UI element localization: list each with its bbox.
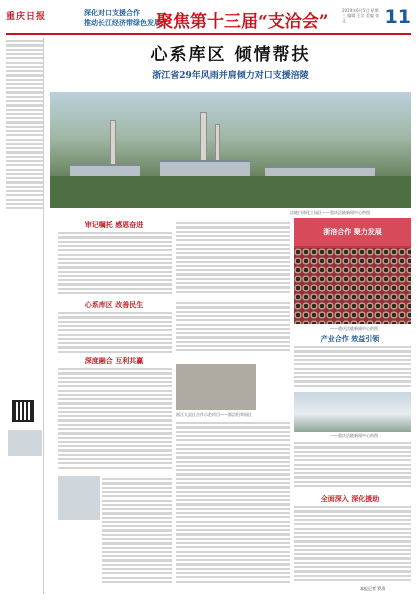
body-text-5 — [58, 366, 172, 474]
body-text-9 — [294, 440, 411, 490]
byline: 本报记者 罗清 — [360, 586, 386, 591]
body-text-3 — [58, 310, 172, 354]
section-heading-4: 产业合作 效益引领 — [320, 334, 380, 343]
section-heading-1: 审记嘱托 感恩奋进 — [84, 220, 144, 229]
body-text-10 — [294, 504, 411, 584]
industrial-park-photo — [50, 92, 411, 208]
header-rule — [6, 33, 411, 35]
issue-meta: 2019年6月5日 星期三 编辑 王宗 美编 张文 — [342, 8, 380, 23]
forum-banner-text: 浙涪合作 聚力发展 — [323, 228, 382, 236]
crowd-photo-caption: ——重庆涪陵新闻中心供图 — [330, 326, 378, 331]
masthead — [6, 6, 411, 32]
visit-group-photo — [58, 476, 100, 520]
kicker-line-1: 深化对口支援合作 — [84, 9, 140, 17]
qr-code-icon — [12, 400, 34, 422]
body-text-8 — [294, 344, 411, 390]
main-headline-block — [50, 40, 411, 81]
main-subtitle: 浙江省29年风雨并肩倾力对口支援涪陵 — [152, 71, 309, 81]
section-heading-5: 全面深入 深化援助 — [320, 494, 380, 503]
newspaper-logo: 重庆日报 — [6, 12, 47, 22]
page-number: 11 — [384, 6, 411, 28]
section-heading-3: 深度融合 互利共赢 — [84, 356, 144, 365]
sidebar-group-photo — [8, 430, 42, 456]
section-heading-2: 心系库区 改善民生 — [84, 300, 144, 309]
section-headline: 聚焦第十三届“支洽会” — [156, 12, 329, 32]
kicker-line-2: 推动长江经济带绿色发展 — [84, 19, 161, 27]
body-text-4 — [176, 300, 290, 354]
chemical-plant-photo — [294, 392, 411, 432]
top-photo-caption: 涪陵白涛化工园区——重庆涪陵新闻中心供图 — [290, 210, 370, 215]
plant-photo-caption: ——重庆涪陵新闻中心供图 — [330, 433, 378, 438]
forum-crowd-photo — [294, 218, 411, 324]
hall-photo-caption: 浙江大县区合作示范项目——浙涪恒荣园区 — [176, 412, 252, 417]
main-title: 心系库区 倾情帮扶 — [150, 45, 311, 65]
body-text-6 — [176, 420, 290, 590]
left-sidebar-column — [6, 38, 44, 594]
exhibition-hall-photo — [176, 364, 256, 410]
body-text-1 — [58, 230, 172, 298]
body-text-7 — [102, 476, 172, 590]
body-text-2 — [176, 220, 290, 298]
